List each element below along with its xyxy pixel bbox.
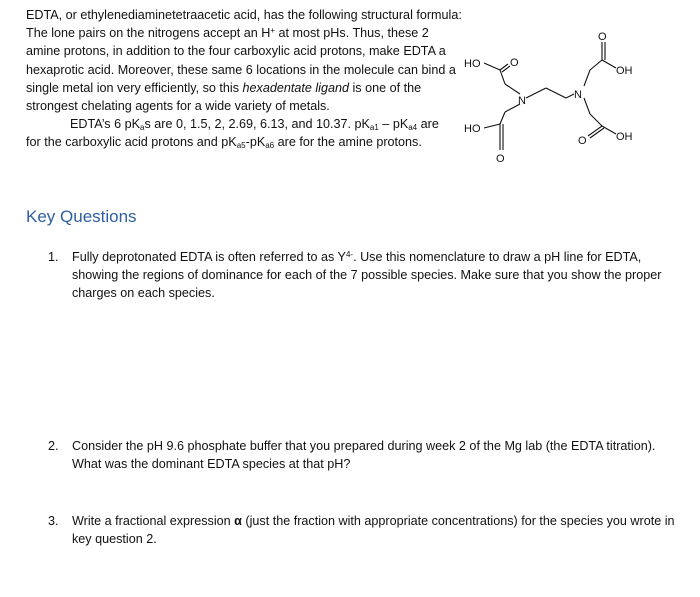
p2-sub-a4: a4 bbox=[408, 123, 418, 133]
alpha-symbol: α bbox=[234, 514, 242, 528]
intro-paragraph-1 bbox=[26, 24, 456, 115]
oh-top-right-label: OH bbox=[616, 65, 633, 77]
question-3-text bbox=[72, 512, 678, 548]
question-3-number: 3. bbox=[48, 514, 59, 528]
p1-text-b: at most pHs. Thus, these 2 amine protons, in addition to the four carboxylic acid protons, make EDTA a hexaprotic acid. Moreover, these same 6 locations in the molecule can bind a single metal ion very efficiently, so this bbox=[26, 26, 456, 95]
p2-text-e: -pK bbox=[245, 135, 266, 150]
question-1-text bbox=[72, 248, 678, 303]
question-3 bbox=[48, 512, 678, 548]
intro-text bbox=[26, 6, 462, 152]
p2-text-d: are for the carboxylic acid protons and pK bbox=[26, 117, 439, 150]
p1-italic: hexadentate ligand bbox=[242, 80, 349, 95]
q1-text-b: . Use this nomenclature to draw a pH line for EDTA, showing the regions of dominance for each of the 7 possible species. Make sure that you show the proper charges on each species. bbox=[72, 250, 662, 301]
question-2-number: 2. bbox=[48, 439, 59, 453]
ho-top-label: HO bbox=[464, 58, 481, 70]
p2-sub-a: a bbox=[140, 123, 145, 133]
p2-sub-a5: a5 bbox=[236, 141, 246, 151]
o-top-left-label: O bbox=[510, 57, 519, 69]
edta-structural-formula bbox=[460, 28, 660, 178]
o-top-right-label: O bbox=[598, 31, 607, 43]
q3-text-b: (just the fraction with appropriate concentrations) for the species you wrote in key question 2. bbox=[72, 514, 675, 547]
q1-text-a: Fully deprotonated EDTA is often referred to as Y bbox=[72, 250, 346, 264]
q1-superscript: 4- bbox=[345, 250, 354, 259]
p2-text-c: – pK bbox=[378, 117, 409, 132]
p1-text-c: is one of the strongest chelating agents for a wide variety of metals. bbox=[26, 80, 422, 114]
intro-paragraph-2 bbox=[26, 115, 456, 151]
n-left-label: N bbox=[518, 95, 526, 107]
intro-first-line: EDTA, or ethylenediaminetetraacetic acid, has the following structural formula: bbox=[26, 8, 462, 22]
question-1-number: 1. bbox=[48, 250, 59, 264]
o-bottom-left-label: O bbox=[496, 153, 505, 165]
ho-bottom-label: HO bbox=[464, 123, 481, 135]
p1-superscript: + bbox=[270, 26, 276, 36]
p1-text-a: The lone pairs on the nitrogens accept an H bbox=[26, 26, 271, 41]
p2-text-f: are for the amine protons. bbox=[274, 135, 422, 150]
question-1 bbox=[48, 248, 678, 303]
p2-sub-a1: a1 bbox=[369, 123, 379, 133]
question-2-text: Consider the pH 9.6 phosphate buffer that you prepared during week 2 of the Mg lab (the EDTA titration). What was the dominant EDTA species at that pH? bbox=[72, 439, 656, 472]
p2-sub-a6: a6 bbox=[265, 141, 275, 151]
question-2 bbox=[48, 437, 678, 473]
oh-bottom-right-label: OH bbox=[616, 131, 633, 143]
p2-text-a: EDTA’s 6 pK bbox=[70, 117, 140, 132]
q3-text-a: Write a fractional expression bbox=[72, 514, 235, 528]
p2-text-b: s are 0, 1.5, 2, 2.69, 6.13, and 10.37. pK bbox=[144, 117, 370, 132]
o-bottom-right-label: O bbox=[578, 135, 587, 147]
key-questions-heading: Key Questions bbox=[26, 207, 137, 226]
n-right-label: N bbox=[574, 89, 582, 101]
